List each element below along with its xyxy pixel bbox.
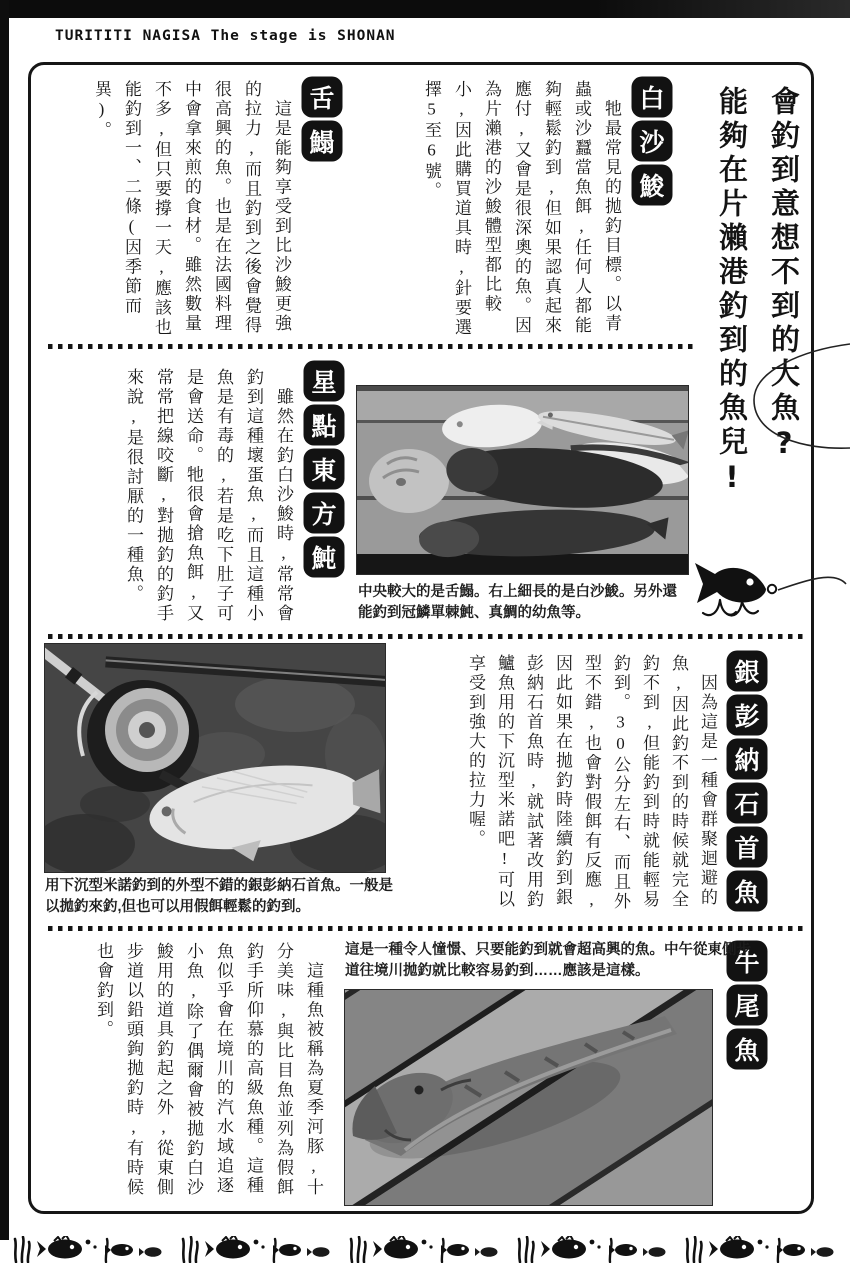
running-header: TURITITI NAGISA The stage is SHONAN bbox=[55, 28, 396, 44]
dotted-divider bbox=[48, 634, 805, 639]
section-header-fugu bbox=[305, 362, 343, 582]
photo1-caption: 中央較大的是舌鰨。右上細長的是白沙鮻。另外還能釣到冠鱗單棘魨、真鯛的幼魚等。 bbox=[358, 584, 677, 621]
header-char: 鮻 bbox=[633, 166, 671, 204]
page-title-line-1: 會釣到意想不到的大魚? bbox=[767, 86, 801, 465]
header-char: 沙 bbox=[633, 122, 671, 160]
photo3-caption: 這是一種令人憧憬、只要能釣到就會超高興的魚。中午從東側步道往境川拋釣就比較容易釣到……應該是這樣。 bbox=[345, 942, 751, 979]
page-title-line-2: 能夠在片瀨港釣到的魚兒! bbox=[715, 86, 749, 499]
header-char: 白 bbox=[633, 78, 671, 116]
section-body-kochi: 這種魚被稱為夏季河豚,十分美味,與比目魚並列為假餌釣手所仰慕的高級魚種。這種魚似乎會在境川的汽水域追逐小魚,除了偶爾會被拋釣白沙鮻用的道具釣起之外,從東側步道以鉛頭鉤拋釣時,有時候也會釣到。 bbox=[94, 942, 323, 1198]
header-char: 點 bbox=[305, 406, 343, 444]
dotted-divider bbox=[48, 926, 805, 931]
section-body-nibe: 因為這是一種會群聚迴避的魚,因此釣不到的時候就完全釣不到,但能釣到時就能輕易釣到。30公分左右、而且外型不錯,也會對假餌有反應,因此如果在拋釣時陸續釣到銀彭納石首魚時,就試著改用釣鱸魚用的下沉型米諾吧!可以享受到強大的拉力喔。 bbox=[466, 654, 717, 912]
header-char: 方 bbox=[305, 494, 343, 532]
photo-flathead-on-deck bbox=[345, 990, 712, 1205]
scan-edge-top bbox=[0, 0, 850, 18]
section-header-shitabirame bbox=[303, 78, 341, 166]
section-body-shitabirame: 這是能夠享受到比沙鮻更強的拉力,而且釣到之後會覺得很高興的魚。也是在法國料理中會拿來煎的食材。雖然數量不多,但只要撐一天,應該也能釣到一、二條(因季節而異)。 bbox=[92, 80, 291, 338]
section-header-nibe bbox=[728, 652, 766, 916]
section-header-shirogisu bbox=[633, 78, 671, 210]
header-char: 鰨 bbox=[303, 122, 341, 160]
header-char: 銀 bbox=[728, 652, 766, 690]
header-char: 尾 bbox=[728, 986, 766, 1024]
header-char: 星 bbox=[305, 362, 343, 400]
header-char: 舌 bbox=[303, 78, 341, 116]
header-char: 牛 bbox=[728, 942, 766, 980]
photo-reel-and-fish bbox=[45, 644, 385, 872]
scan-edge-left bbox=[0, 0, 9, 1240]
header-char: 納 bbox=[728, 740, 766, 778]
header-char: 魨 bbox=[305, 538, 343, 576]
dotted-divider bbox=[48, 344, 698, 349]
header-char: 魚 bbox=[728, 872, 766, 910]
photo-fish-on-deck bbox=[357, 386, 688, 574]
footer-sea-border bbox=[8, 1236, 850, 1263]
header-char: 石 bbox=[728, 784, 766, 822]
header-char: 魚 bbox=[728, 1030, 766, 1068]
section-body-shirogisu: 牠最常見的拋釣目標。以青蟲或沙蠶當魚餌,任何人都能夠輕鬆釣到,但如果認真起來應付,又會是很深奧的魚。因為片瀨港的沙鮻體型都比較小,因此購買道具時,針要選擇5至6號。 bbox=[422, 80, 621, 338]
photo2-caption: 用下沉型米諾釣到的外型不錯的銀彭納石首魚。一般是以拋釣來釣,但也可以用假餌輕鬆的釣到。 bbox=[45, 878, 393, 915]
fishing-lure-icon bbox=[686, 300, 850, 632]
section-body-fugu: 雖然在釣白沙鮻時,常常會釣到這種壞蛋魚,而且這種小魚是有毒的,若是吃下肚子可是會送命。牠很會搶魚餌,又常常把線咬斷,對拋釣的釣手來說,是很討厭的一種魚。 bbox=[124, 368, 293, 624]
header-char: 首 bbox=[728, 828, 766, 866]
header-char: 彭 bbox=[728, 696, 766, 734]
header-char: 東 bbox=[305, 450, 343, 488]
